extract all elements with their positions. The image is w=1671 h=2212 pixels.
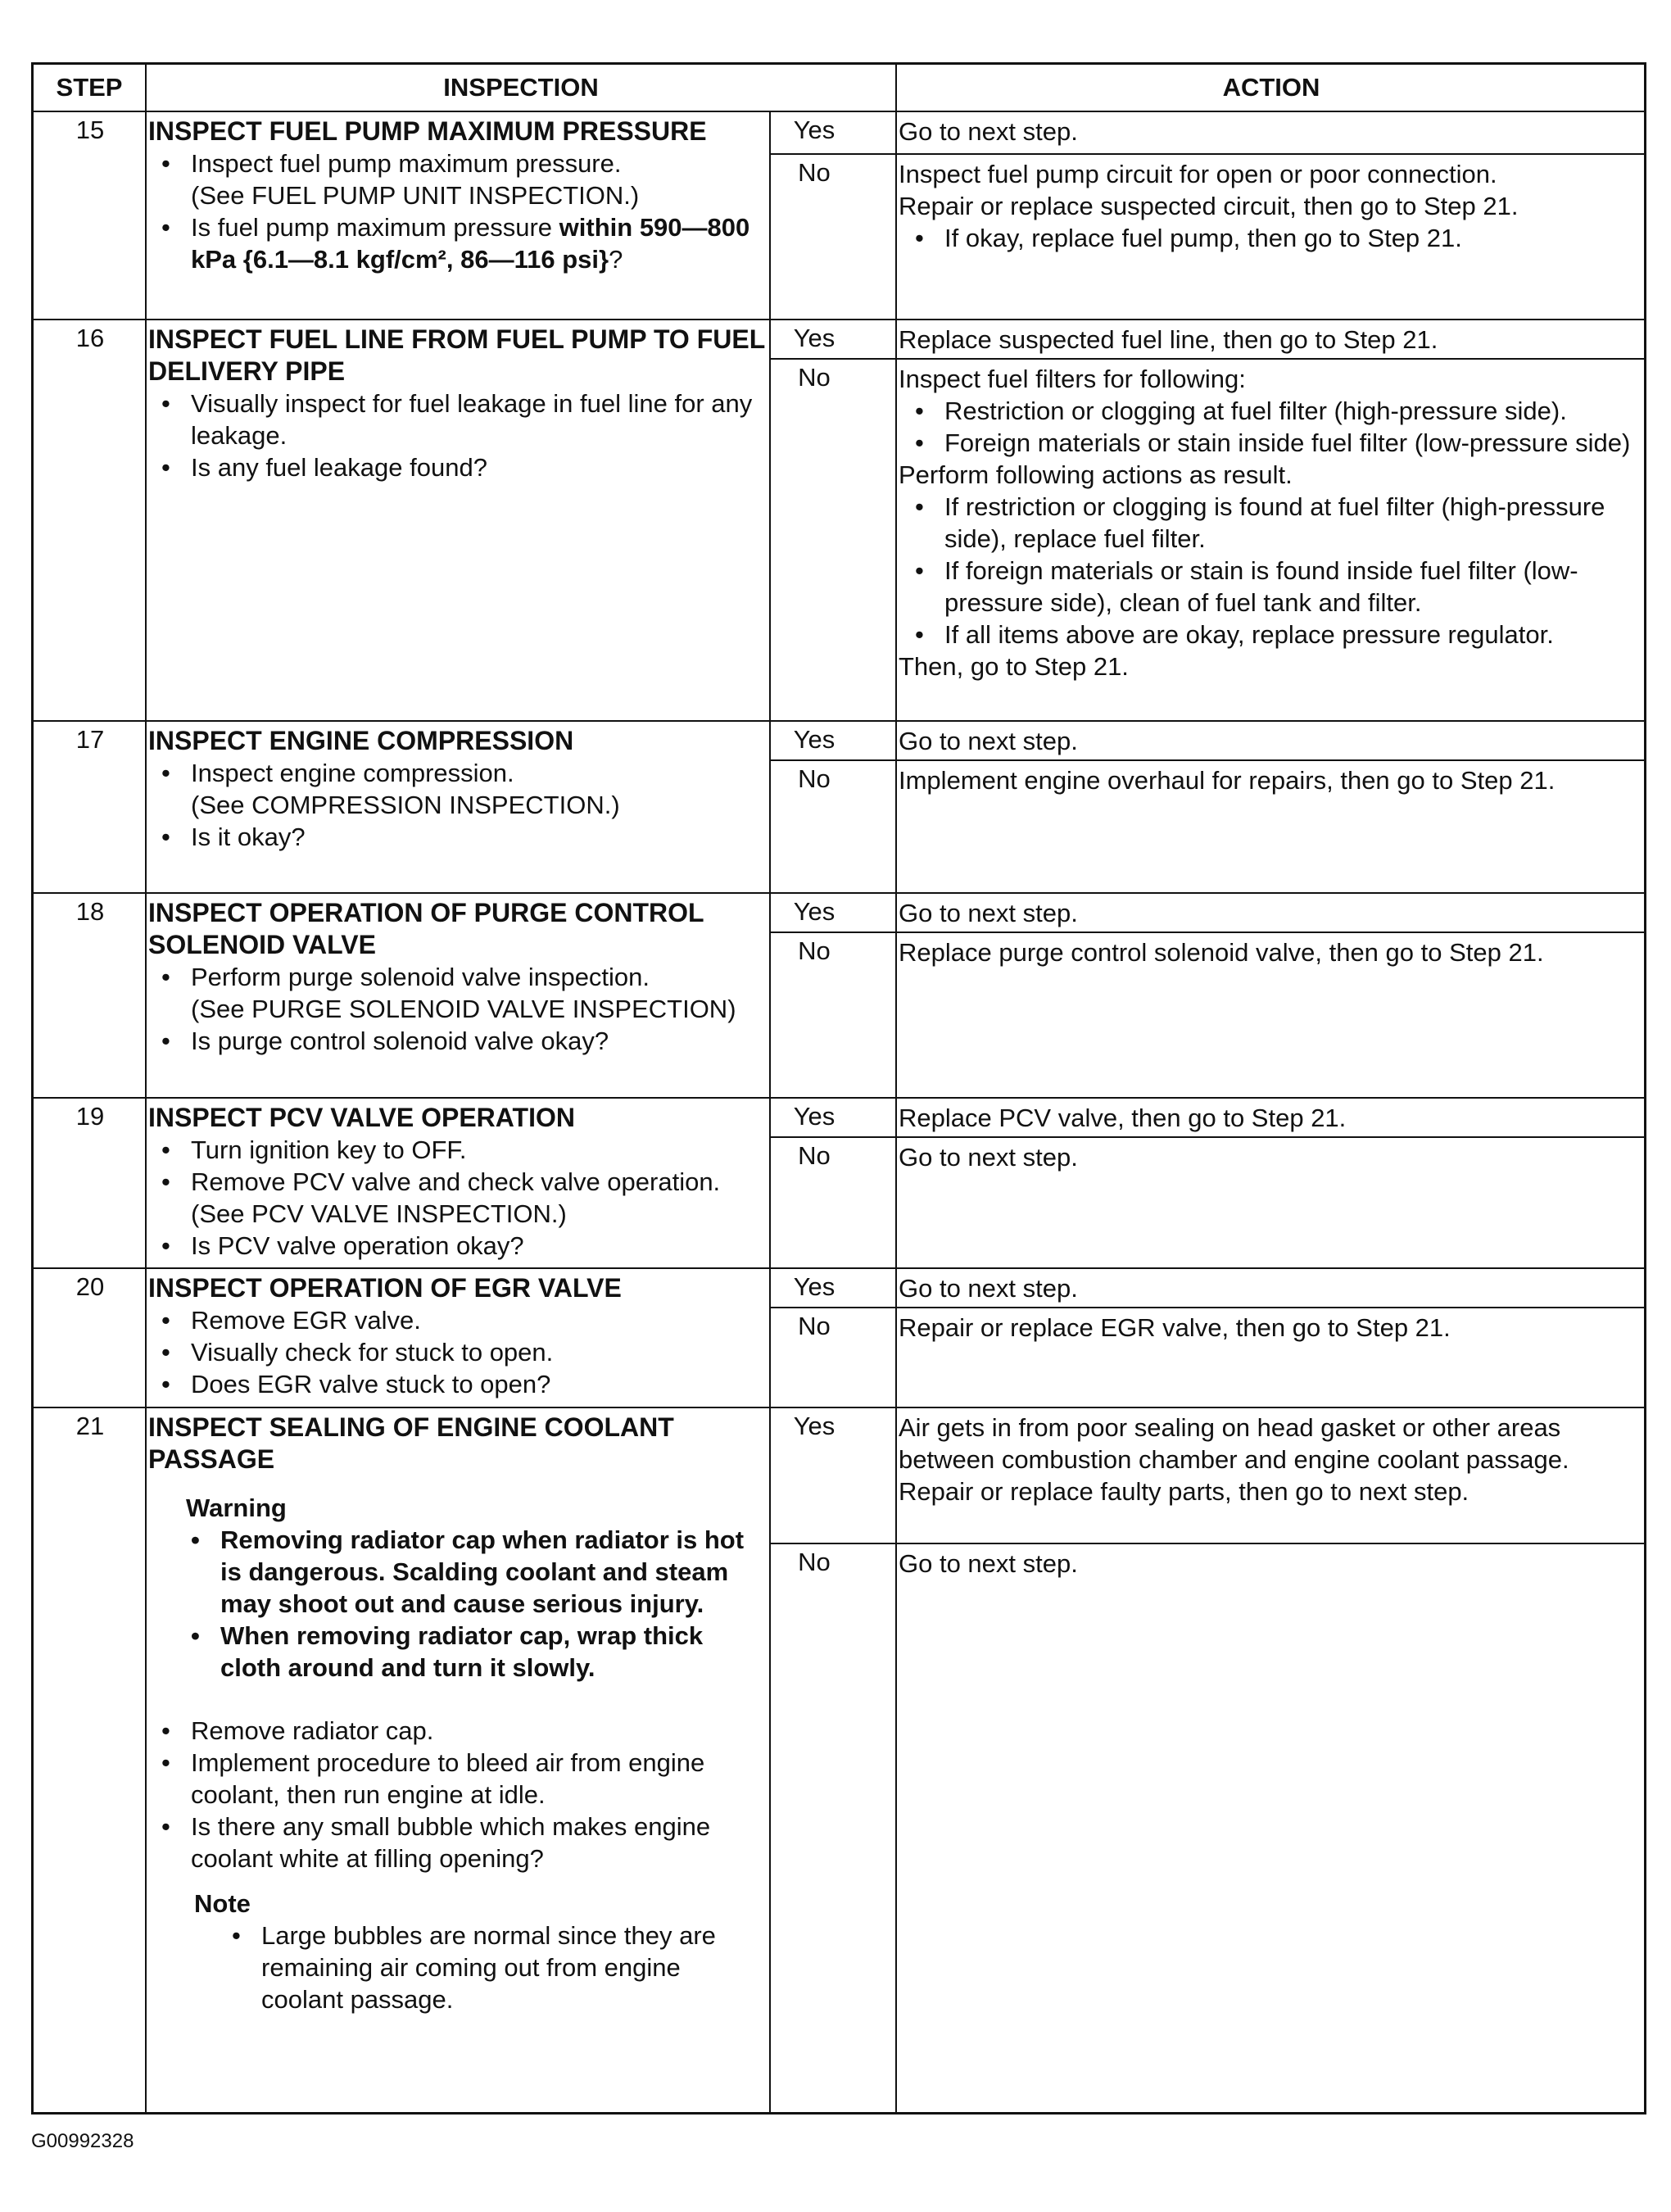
note-heading: Note <box>194 1889 251 1918</box>
step-number: 21 <box>75 1412 105 1440</box>
step-row-16 <box>34 320 1644 720</box>
header-action: ACTION <box>1222 73 1320 102</box>
action-bullet: • Foreign materials or stain inside fuel filter (low-pressure side) <box>899 427 1636 459</box>
yes-label: Yes <box>793 725 836 754</box>
action-bullet: • Restriction or clogging at fuel filter (high-pressure side). <box>899 395 1636 427</box>
action-line: Perform following actions as result. <box>899 460 1293 489</box>
no-label: No <box>798 158 831 187</box>
cell-divider <box>769 1136 1644 1138</box>
step-inspection <box>148 1102 768 1262</box>
see-reference: (See COMPRESSION INSPECTION.) <box>191 791 620 819</box>
no-action: Implement engine overhaul for repairs, then go to Step 21. <box>899 766 1556 795</box>
see-reference: (See PURGE SOLENOID VALVE INSPECTION) <box>191 995 736 1023</box>
yes-action: Go to next step. <box>899 727 1078 755</box>
yesno-divider <box>769 1408 771 2112</box>
bullet-item: • Perform purge solenoid valve inspection. (See PURGE SOLENOID VALVE INSPECTION) <box>148 961 768 1025</box>
cell-divider <box>769 153 1644 155</box>
step-number: 17 <box>75 725 105 754</box>
cell-divider <box>769 1543 1644 1544</box>
no-label: No <box>798 936 831 965</box>
action-line: Inspect fuel pump circuit for open or poor connection. <box>899 160 1497 188</box>
bullet-item: • Does EGR valve stuck to open? <box>148 1368 768 1400</box>
step-title: INSPECT FUEL PUMP MAXIMUM PRESSURE <box>148 116 707 146</box>
no-label: No <box>798 764 831 793</box>
step-row-15 <box>34 112 1644 319</box>
yes-action: Replace suspected fuel line, then go to Step 21. <box>899 325 1438 354</box>
bullet-item: • Is it okay? <box>148 821 768 853</box>
step-number: 15 <box>75 116 105 144</box>
cell-divider <box>769 1307 1644 1308</box>
figure-id: G00992328 <box>31 2130 134 2152</box>
step-title: INSPECT ENGINE COMPRESSION <box>148 726 574 755</box>
step-title: INSPECT OPERATION OF EGR VALVE <box>148 1273 622 1303</box>
bullet-item: • Inspect engine compression. (See COMPRESSION INSPECTION.) <box>148 757 768 821</box>
action-line: Repair or replace suspected circuit, then go to Step 21. <box>899 192 1519 220</box>
action-bullet: • If restriction or clogging is found at fuel filter (high-pressure side), replace fuel filter. <box>899 491 1636 555</box>
step-title: INSPECT FUEL LINE FROM FUEL PUMP TO FUEL DELIVERY PIPE <box>148 324 765 386</box>
step-title: INSPECT PCV VALVE OPERATION <box>148 1103 575 1132</box>
action-line: Inspect fuel filters for following: <box>899 365 1246 393</box>
no-label: No <box>798 1141 831 1170</box>
yes-action: Air gets in from poor sealing on head gasket or other areas between combustion chamber and engine coolant passage. Repair or replace faulty parts, then go to next step. <box>899 1413 1569 1506</box>
yes-action: Go to next step. <box>899 1274 1078 1303</box>
step-number: 18 <box>75 897 105 926</box>
see-reference: (See PCV VALVE INSPECTION.) <box>191 1199 567 1228</box>
no-action: Go to next step. <box>899 1143 1078 1172</box>
yes-label: Yes <box>793 116 836 144</box>
step-inspection <box>148 725 768 853</box>
no-label: No <box>798 1312 831 1340</box>
see-reference: (See FUEL PUMP UNIT INSPECTION.) <box>191 181 640 210</box>
bullet-item: • Implement procedure to bleed air from engine coolant, then run engine at idle. <box>148 1747 768 1811</box>
bullet-item: • Remove radiator cap. <box>148 1715 768 1747</box>
bullet-item: • Is purge control solenoid valve okay? <box>148 1025 768 1057</box>
no-action <box>899 158 1636 254</box>
step-title: INSPECT OPERATION OF PURGE CONTROL SOLENOID VALVE <box>148 898 704 959</box>
step-inspection <box>148 116 768 275</box>
step-title: INSPECT SEALING OF ENGINE COOLANT PASSAGE <box>148 1412 674 1474</box>
note-item: • Large bubbles are normal since they are remaining air coming out from engine coolant passage. <box>148 1920 768 2015</box>
step-row-18 <box>34 894 1644 1097</box>
yes-action: Go to next step. <box>899 899 1078 927</box>
cell-divider <box>769 358 1644 360</box>
yes-label: Yes <box>793 1102 836 1131</box>
step-row-21 <box>34 1408 1644 2112</box>
pressure-spec: within 590—800 kPa {6.1—8.1 kgf/cm², 86—116 psi} <box>191 213 750 274</box>
step-row-19 <box>34 1099 1644 1267</box>
step-inspection <box>148 1412 768 2015</box>
header-step: STEP <box>56 73 123 102</box>
yes-label: Yes <box>793 897 836 926</box>
header-inspection: INSPECTION <box>443 73 599 102</box>
cell-divider <box>769 759 1644 761</box>
bullet-item: • Remove EGR valve. <box>148 1304 768 1336</box>
bullet-item: • Is there any small bubble which makes engine coolant white at filling opening? <box>148 1811 768 1874</box>
step-number: 19 <box>75 1102 105 1131</box>
step-inspection <box>148 897 768 1057</box>
no-label: No <box>798 1548 831 1576</box>
warning-item: • When removing radiator cap, wrap thick cloth around and turn it slowly. <box>148 1620 768 1684</box>
step-row-20 <box>34 1269 1644 1407</box>
step-number: 20 <box>75 1272 105 1301</box>
no-action: Replace purge control solenoid valve, then go to Step 21. <box>899 938 1544 967</box>
action-bullet: • If all items above are okay, replace pressure regulator. <box>899 619 1636 650</box>
step-inspection <box>148 1272 768 1400</box>
action-line: Then, go to Step 21. <box>899 652 1129 681</box>
bullet-item: • Visually check for stuck to open. <box>148 1336 768 1368</box>
action-bullet: • If foreign materials or stain is found inside fuel filter (low-pressure side), clean of fuel tank and filter. <box>899 555 1636 619</box>
bullet-item: • Turn ignition key to OFF. <box>148 1134 768 1166</box>
yes-action: Go to next step. <box>899 117 1078 146</box>
bullet-item: • Remove PCV valve and check valve operation. (See PCV VALVE INSPECTION.) <box>148 1166 768 1230</box>
yes-label: Yes <box>793 1412 836 1440</box>
no-label: No <box>798 363 831 392</box>
yes-label: Yes <box>793 324 836 352</box>
cell-divider <box>769 931 1644 933</box>
bullet-item: • Visually inspect for fuel leakage in fuel line for any leakage. <box>148 388 768 451</box>
step-inspection <box>148 324 768 483</box>
no-action: Repair or replace EGR valve, then go to Step 21. <box>899 1313 1451 1342</box>
yes-label: Yes <box>793 1272 836 1301</box>
no-action: Go to next step. <box>899 1549 1078 1578</box>
yes-action: Replace PCV valve, then go to Step 21. <box>899 1104 1347 1132</box>
bullet-item: • Inspect fuel pump maximum pressure. (See FUEL PUMP UNIT INSPECTION.) <box>148 147 768 211</box>
step-row-17 <box>34 722 1644 892</box>
no-action <box>899 363 1636 682</box>
action-bullet: • If okay, replace fuel pump, then go to Step 21. <box>899 222 1636 254</box>
warning-heading: Warning <box>186 1494 287 1522</box>
inspection-table <box>31 62 1646 2115</box>
step-number: 16 <box>75 324 105 352</box>
warning-item: • Removing radiator cap when radiator is hot is dangerous. Scalding coolant and steam may shoot out and cause serious injury. <box>148 1524 768 1620</box>
bullet-item: • Is any fuel leakage found? <box>148 451 768 483</box>
bullet-item: • Is PCV valve operation okay? <box>148 1230 768 1262</box>
bullet-item: • Is fuel pump maximum pressure within 590—800 kPa {6.1—8.1 kgf/cm², 86—116 psi}? <box>148 211 768 275</box>
